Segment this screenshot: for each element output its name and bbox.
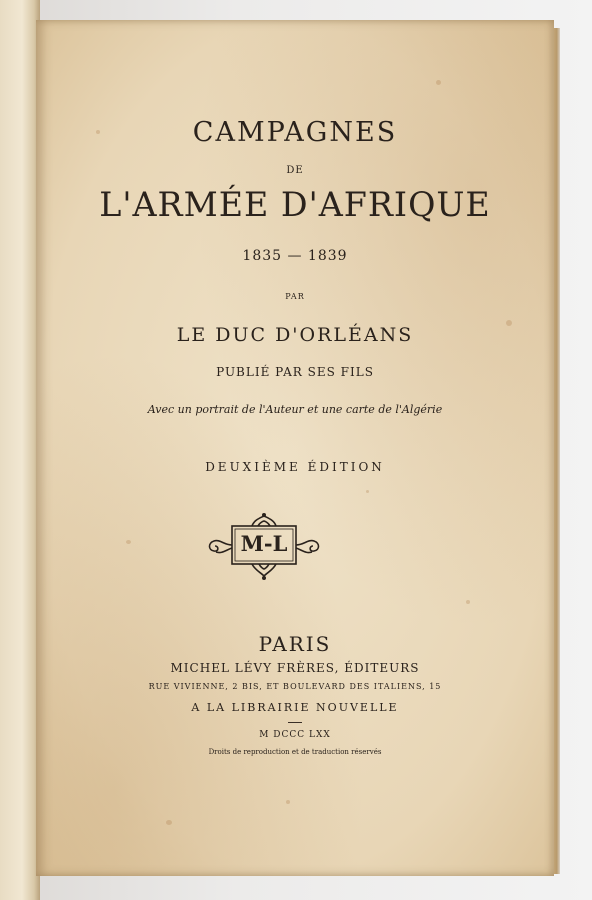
foxing-spot [466, 600, 470, 604]
edition-label: DEUXIÈME ÉDITION [205, 460, 385, 474]
title-connector: DE [286, 165, 304, 176]
by-label: PAR [285, 292, 305, 301]
foxing-spot [436, 80, 441, 85]
foxing-spot [166, 820, 172, 825]
publisher-emblem [202, 512, 326, 582]
publisher-address: RUE VIVIENNE, 2 BIS, ET BOULEVARD DES ITALIENS, 15 [148, 682, 442, 691]
rights-notice: Droits de reproduction et de traduction réservés [208, 748, 382, 756]
foxing-spot [366, 490, 369, 493]
publication-city: PARIS [258, 632, 332, 656]
title-page [36, 20, 554, 876]
title-line-2: L'ARMÉE D'AFRIQUE [99, 185, 491, 225]
bookshop-name: A LA LIBRAIRIE NOUVELLE [191, 701, 399, 714]
left-page-edge [0, 0, 40, 900]
date-range: 1835 — 1839 [242, 248, 348, 264]
title-line-1: CAMPAGNES [192, 117, 398, 148]
divider-rule [288, 722, 302, 723]
foxing-spot [126, 540, 131, 544]
published-by: PUBLIÉ PAR SES FILS [216, 365, 374, 379]
foxing-spot [286, 800, 290, 804]
emblem-monogram: M-L [240, 531, 288, 556]
author-name: LE DUC D'ORLÉANS [176, 324, 414, 346]
publication-year: M DCCC LXX [259, 730, 331, 740]
subtitle: Avec un portrait de l'Auteur et une carte de l'Algérie [147, 403, 443, 416]
publisher-name: MICHEL LÉVY FRÈRES, ÉDITEURS [170, 661, 420, 675]
